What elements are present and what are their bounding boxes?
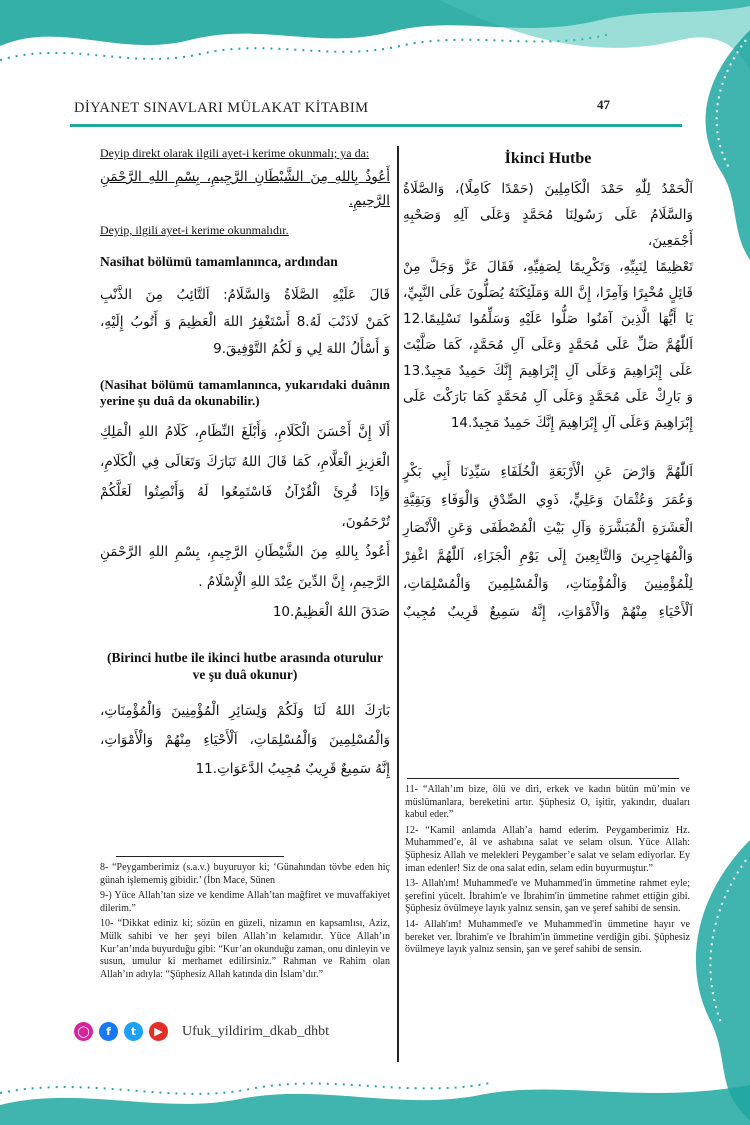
instagram-icon[interactable]: ◯ [74,1022,93,1041]
arasi-dua-line-1: بَارَكَ اللهُ لَنَا وَلَكُمْ وَلِسَائِرِ الْمُؤْمِنِينَ وَالْمُؤْمِنَاتِ، [100,703,390,719]
hutbe-line-4: قَائِلٍ مُخْبِرًا وَآمِرًا، إِنَّ اللهَ وَمَلَٓئِكَتَهُ يُصَلُّونَ عَلَى النَّبِيِّ، [403,285,693,301]
left-column [100,146,390,784]
hutbe-line-7: عَلَى إِبْرَاهِيمَ وَعَلَى آلِ إِبْرَاهِيمَ إِنَّكَ حَمِيدٌ مَجِيدٌ.13 [403,363,693,379]
istiaze-line-2: الرَّحِيمِ. [348,193,390,209]
footnote-13: 13- Allah'ım! Muhammed'e ve Muhammed'in ümmetine rahmet eyle; şerefini yücelt. İbrahim'e ve İbrahim'in ümmetine rahmet ettiğin gibi. Şüphesiz övülmeye layık yalnız sensin, şan ve şeref sahibi de sensin. [405,878,690,915]
footnote-14: 14- Allah'ım! Muhammed'e ve Muhammed'in ümmetine hayır ve bereket ver. İbrahim'e ve İbrahim'in ümmetine verdiğin gibi. Şüphesiz övülmeye layık yalnız sensin, şan ve şeref sahibi de sensin. [405,918,690,956]
hutbe-line-3: تَعْظِيمًا لِنَبِيِّهِ، وَتَكْرِيمًا لِصَفِيِّهِ، فَقَالَ عَزَّ وَجَلَّ مِنْ [403,259,693,275]
facebook-icon[interactable]: f [99,1022,118,1041]
social-handle: Ufuk_yildirim_dkab_dhbt [182,1023,329,1039]
twitter-icon[interactable]: t [124,1022,143,1041]
kapanis-dua-line-1: اَللّٰهُمَّ وَارْضَ عَنِ الْأَرْبَعَةِ الْخُلَفَاءِ سَيِّدِنَا أَبِي بَكْرٍ [403,464,693,480]
social-bar [74,1022,329,1041]
hadith-line-2: كَمَنْ لَاذَنْبَ لَهُ.8 أَسْتَغْفِرُ اللهَ الْعَظِيمَ وَ أَتُوبُ إِلَيْهِ، [100,314,390,330]
hutbe-line-2: وَالسَّلَامُ عَلَى رَسُولِنَا مُحَمَّدٍ وَعَلَى آلِهِ وَصَحْبِهِ أَجْمَعِينَ، [403,207,693,249]
dua-line-6: صَدَقَ اللهُ الْعَظِيمُ.10 [272,604,390,620]
hutbe-line-5: يَا أَيُّهَا الَّذِينَ آمَنُوا صَلُّوا عَلَيْهِ وَسَلِّمُوا تَسْلِيمًا.12 [403,311,693,327]
top-ornament [0,0,750,100]
hutbe-line-6: اَللّٰهُمَّ صَلِّ عَلَى مُحَمَّدٍ وَعَلَى آلِ مُحَمَّدٍ، كَمَا صَلَّيْتَ [403,337,693,353]
footnote-11: 11- “Allah’ım bize, ölü ve diri, erkek ve kadın bütün mü’min ve müslümanlara, bereketini artır. Şüphesiz O, işitir, yakındır, duaları kabul eder.” [405,784,690,821]
ikinci-hutbe-heading: İkinci Hutbe [504,150,592,167]
hutbe-line-9: إِبْرَاهِيمَ وَعَلَى آلِ إِبْرَاهِيمَ إِنَّكَ حَمِيدٌ مَجِيدٌ.14 [450,415,693,431]
youtube-icon[interactable]: ▶ [149,1022,168,1041]
bottom-ornament [0,1065,750,1125]
footnote-10: 10- “Dikkat ediniz ki; sözün en güzeli, nizamın en kapsamlısı, Aziz, Mülk sahibi ve her şeyi bilen Allah’ın kelamıdır. Yüce Allah’ın Kur’an’ında buyurduğu gibi: “Kur’an okunduğu zaman, onu dinleyin ve susun, umulur ki merhamet edilirsiniz.” Rahman ve Rahim olan Allah’ın adıyla: “Şüphesiz Allah katında din İslam’dır.” [100,918,390,980]
arasi-dua-line-2: وَالْمُسْلِمِينَ وَالْمُسْلِمَاتِ، اَلْأَحْيَاءِ مِنْهُمْ وَالْأَمْوَاتِ، [100,732,390,748]
dua-line-3: وَإِذَا قُرِئَ الْقُرْآنُ فَاسْتَمِعُوا لَهُ وَأَنْصِتُوا لَعَلَّكُمْ تُرْحَمُونَ، [100,484,390,530]
footnote-9: 9-) Yüce Allah’tan size ve kendime Allah’tan mağfiret ve muvaffakiyet dilerim.” [100,890,390,914]
book-title: DİYANET SINAVLARI MÜLAKAT KİTABIM [74,100,369,116]
kapanis-dua-line-4: وَالْمُهَاجِرِينَ وَالتَّابِعِينَ إِلَى يَوْمِ الْجَزَاءِ، اَللّٰهُمَّ اغْفِرْ [403,548,693,564]
intro-line-1: Deyip direkt olarak ilgili ayet-i kerime okunmalı; ya da: [100,146,370,160]
kapanis-dua-line-2: وَعُمَرَ وَعُثْمَانَ وَعَلِيٍّ، ذَوِي الصِّدْقِ وَالْوَفَاءِ وَبَقِيَّةِ [403,492,693,508]
left-footnotes [100,862,390,981]
arasi-dua-line-3: إِنَّهُ سَمِيعٌ قَرِيبٌ مُجِيبُ الدَّعَوَاتِ.11 [195,761,390,777]
page-number: 47 [597,97,610,112]
right-footnotes [405,784,690,957]
footnote-8: 8- “Peygamberimiz (s.a.v.) buyuruyor ki; ‘Günahından tövbe eden hiç günah işlememiş gibidir.’ (İbn Mace, Sünen [100,862,390,886]
nasihat-heading: Nasihat bölümü tamamlanınca, ardından [100,254,338,269]
kapanis-dua-line-5: لِلْمُؤْمِنِينَ وَالْمُؤْمِنَاتِ، وَالْمُسْلِمِينَ وَالْمُسْلِمَاتِ، [403,576,693,592]
left-footnote-rule [116,856,284,857]
kapanis-dua-line-3: الْعَشَرَةِ الْمُبَشَّرَةِ وَآلِ بَيْتِ الْمُصْطَفَى وَعَنِ الْأَنْصَارِ [403,520,693,536]
dua-line-2: الْعَزِيزِ الْعَلَّامِ، كَمَا قَالَ اللهُ تَبَارَكَ وَتَعَالَى فِي الْكَلَامِ، [100,454,390,470]
dua-line-1: أَلَا إِنَّ أَحْسَنَ الْكَلَامِ، وَأَبْلَغَ النِّظَامِ، كَلَامُ اللهِ الْمَلِكِ [100,424,390,440]
hutbe-line-8: وَ بَارِكْ عَلَى مُحَمَّدٍ وَعَلَى آلِ مُحَمَّدٍ كَمَا بَارَكْتَ عَلَى [403,389,693,405]
column-divider [397,146,399,1062]
hadith-line-3: وَ أَسْأَلُ اللهَ لِي وَ لَكُمُ التَّوْفِيقَ.9 [213,341,390,357]
hadith-line-1: قَالَ عَلَيْهِ الصَّلَاةُ وَالسَّلَامُ: اَلتَّائِبُ مِنَ الذَّنْبِ [100,287,390,303]
birinci-hutbe-heading: (Birinci hutbe ile ikinci hutbe arasında oturulur ve şu duâ okunur) [106,650,384,682]
istiaze-line-1: أَعُوذُ بِاللهِ مِنَ الشَّيْطَانِ الرَّجِيمِ، بِسْمِ اللهِ الرَّحْمَنِ [100,169,390,185]
footnote-12: 12- “Kamil anlamda Allah’a hamd ederim. Peygamberimiz Hz. Muhammed’e, âl ve ashabına salat ve selam olsun. Yüce Allah: Şüphesiz Allah ve melekleri Peygamber’e salat ve selam ediyorlar. Ey iman edenler! Siz de ona salat edin, selam edin buyurmuştur.” [405,824,690,874]
header-rule [70,124,682,127]
right-footnote-rule [407,778,679,779]
right-column [403,146,693,626]
nasihat-note: (Nasihat bölümü tamamlanınca, yukarıdaki duânın yerine şu duâ da okunabilir.) [100,377,390,408]
intro-line-2: Deyip, ilgili ayet-i kerime okunmalıdır. [100,223,289,237]
dua-line-4: أَعُوذُ بِاللهِ مِنَ الشَّيْطَانِ الرَّجِيمِ، بِسْمِ اللهِ الرَّحْمَنِ [100,544,390,560]
kapanis-dua-line-6: اَلْأَحْيَاءِ مِنْهُمْ وَالْأَمْوَاتِ، إِنَّهُ سَمِيعٌ قَرِيبٌ مُجِيبٌ [403,604,693,620]
dua-line-5: الرَّحِيمِ، إِنَّ الدِّينَ عِنْدَ اللهِ الْإِسْلَامُ . [198,574,390,590]
hutbe-line-1: اَلْحَمْدُ لِلّٰهِ حَمْدَ الْكَامِلِينَ (حَمْدًا كَامِلًا)، وَالصَّلَاةُ [403,181,693,197]
